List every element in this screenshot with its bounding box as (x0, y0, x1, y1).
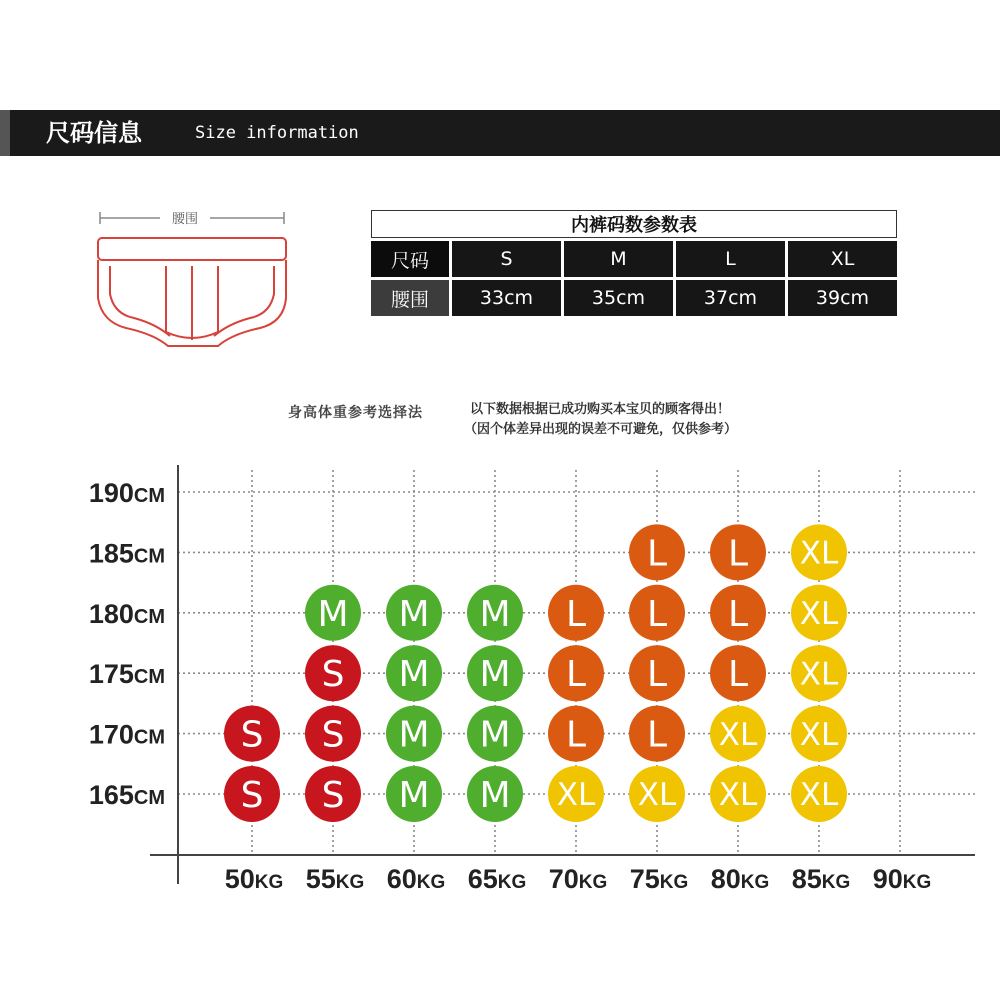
size-bubble-l (629, 585, 685, 641)
waist-cell: 35cm (564, 280, 673, 316)
size-bubble-xl (791, 585, 847, 641)
x-tick-label: 80KG (710, 864, 770, 894)
bubble-label: XL (556, 777, 596, 814)
size-bubble-l (710, 645, 766, 701)
bubble-label: S (240, 714, 264, 756)
bubble-label: S (321, 774, 345, 816)
selection-method-note: 身高体重参考选择法 (288, 405, 423, 421)
bubble-label: L (727, 533, 749, 575)
bubble-label: M (398, 654, 430, 696)
size-bubble-m (386, 766, 442, 822)
size-bubble-m (467, 706, 523, 762)
bubble-label: L (646, 714, 668, 756)
bubble-label: M (479, 774, 511, 816)
size-bubble-xl (791, 766, 847, 822)
size-bubble-l (710, 585, 766, 641)
bubble-label: S (321, 714, 345, 756)
size-bubble-xl (791, 645, 847, 701)
size-bubbles (224, 524, 847, 822)
y-axis-labels (89, 478, 165, 810)
size-bubble-l (629, 706, 685, 762)
size-bubble-m (467, 585, 523, 641)
y-tick-label: 165CM (88, 780, 165, 810)
bubble-label: L (646, 654, 668, 696)
bubble-label: S (240, 774, 264, 816)
size-bubble-s (224, 766, 280, 822)
size-cell: L (676, 241, 785, 277)
bubble-label: XL (799, 656, 839, 693)
size-bubble-l (548, 645, 604, 701)
x-tick-label: 55KG (305, 864, 365, 894)
size-bubble-xl (791, 524, 847, 580)
size-cell: S (452, 241, 561, 277)
bubble-label: L (565, 714, 587, 756)
size-bubble-l (548, 585, 604, 641)
size-bubble-l (629, 524, 685, 580)
x-tick-label: 75KG (629, 864, 689, 894)
bubble-label: XL (718, 716, 758, 753)
size-cell: XL (788, 241, 897, 277)
waist-cell: 39cm (788, 280, 897, 316)
x-tick-label: 50KG (224, 864, 284, 894)
size-bubble-s (224, 706, 280, 762)
bubble-label: L (727, 654, 749, 696)
y-tick-label: 190CM (88, 478, 165, 508)
waist-row-label: 腰围 (371, 280, 449, 316)
size-bubble-xl (629, 766, 685, 822)
size-bubble-s (305, 706, 361, 762)
size-bubble-l (710, 524, 766, 580)
size-row-label: 尺码 (371, 241, 449, 277)
x-tick-label: 70KG (548, 864, 608, 894)
x-axis-labels (225, 864, 932, 894)
bubble-label: M (398, 774, 430, 816)
bubble-label: XL (799, 716, 839, 753)
bubble-label: XL (718, 777, 758, 814)
y-tick-label: 180CM (88, 598, 165, 629)
size-bubble-xl (548, 766, 604, 822)
bubble-label: S (321, 654, 345, 696)
size-bubble-m (386, 585, 442, 641)
bubble-label: XL (799, 535, 839, 572)
x-tick-label: 65KG (467, 864, 527, 894)
bubble-label: L (565, 593, 587, 635)
disclaimer-note: （因个体差异出现的误差不可避免，仅供参考） (464, 422, 738, 437)
y-tick-label: 185CM (88, 538, 165, 569)
size-bubble-xl (710, 766, 766, 822)
bubble-label: XL (799, 595, 839, 632)
size-bubble-m (386, 706, 442, 762)
size-bubble-m (467, 645, 523, 701)
size-table-title: 内裤码数参数表 (371, 210, 897, 238)
size-bubble-s (305, 766, 361, 822)
size-bubble-l (548, 706, 604, 762)
bubble-label: L (727, 593, 749, 635)
size-bubble-m (386, 645, 442, 701)
bubble-label: M (479, 714, 511, 756)
size-bubble-xl (791, 706, 847, 762)
waist-label: 腰围 (171, 212, 199, 227)
header-title-en: Size information (195, 123, 359, 143)
x-tick-label: 90KG (872, 864, 932, 894)
y-tick-label: 175CM (88, 659, 165, 690)
bubble-label: M (479, 654, 511, 696)
waist-cell: 37cm (676, 280, 785, 316)
bubble-label: L (646, 533, 668, 575)
data-source-note: 以下数据根据已成功购买本宝贝的顾客得出！ (470, 402, 731, 417)
waist-cell: 33cm (452, 280, 561, 316)
size-bubble-xl (710, 706, 766, 762)
y-tick-label: 170CM (88, 719, 165, 750)
bubble-label: XL (637, 777, 677, 814)
bubble-label: L (646, 593, 668, 635)
size-bubble-s (305, 645, 361, 701)
header-title-zh: 尺码信息 (46, 119, 142, 147)
bubble-label: M (398, 714, 430, 756)
size-bubble-m (467, 766, 523, 822)
size-bubble-m (305, 585, 361, 641)
bubble-label: M (479, 593, 511, 635)
bubble-label: L (565, 654, 587, 696)
x-tick-label: 60KG (386, 864, 446, 894)
x-tick-label: 85KG (791, 864, 851, 894)
size-bubble-l (629, 645, 685, 701)
bubble-label: XL (799, 777, 839, 814)
size-cell: M (564, 241, 673, 277)
bubble-label: M (317, 593, 349, 635)
bubble-label: M (398, 593, 430, 635)
